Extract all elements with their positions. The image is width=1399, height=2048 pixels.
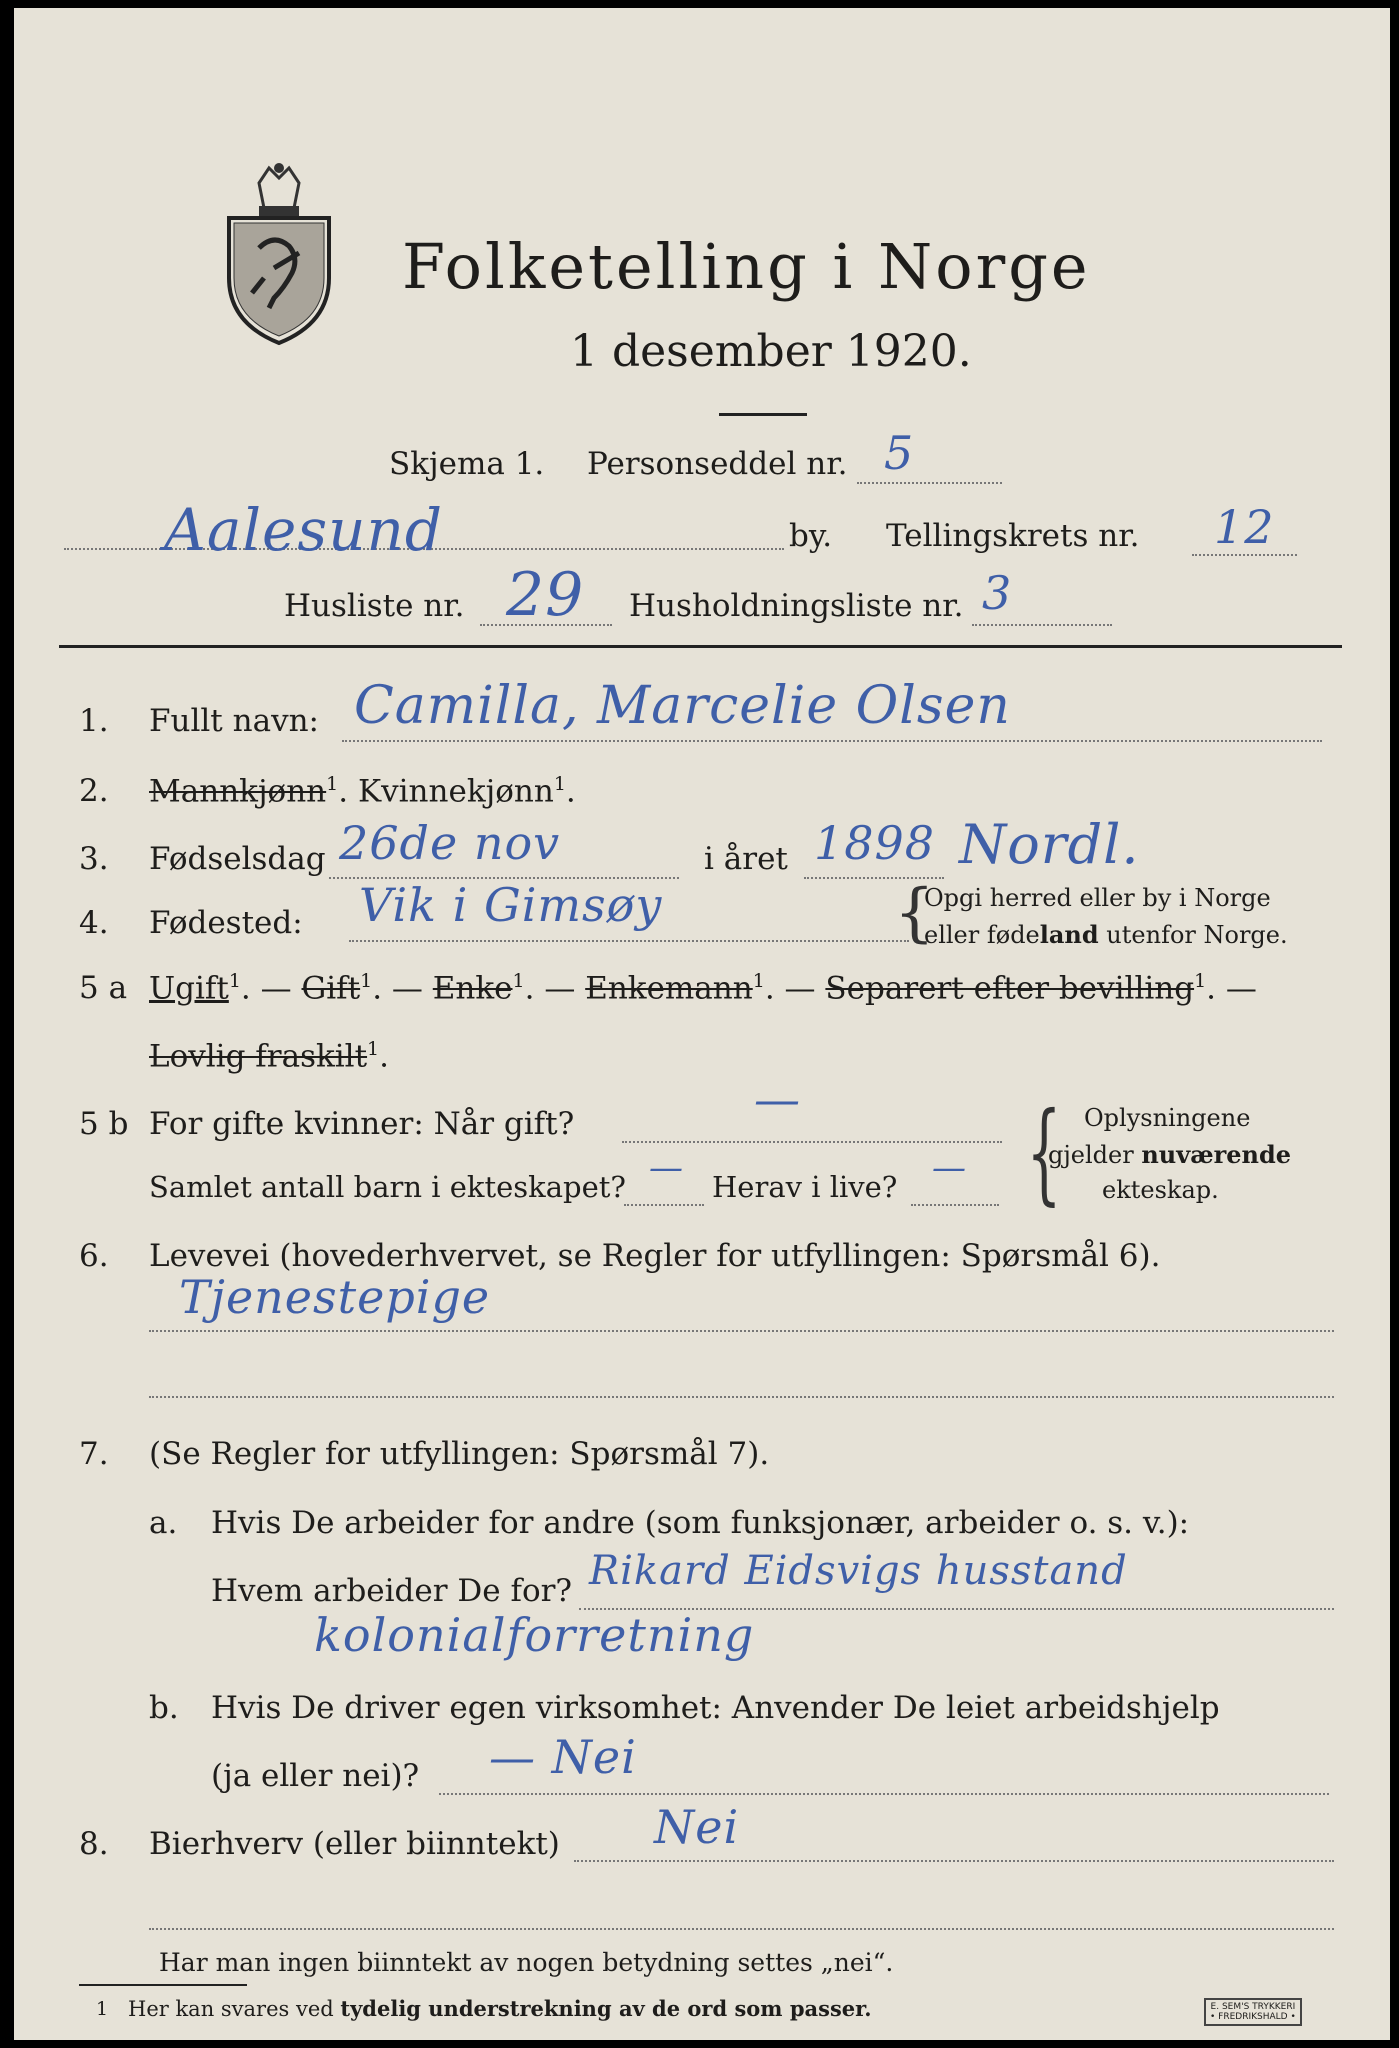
marriage-note-1: Oplysningene [1084, 1104, 1251, 1132]
option-enkemann[interactable]: Enkemann [585, 970, 753, 1007]
tellingskrets-value[interactable]: 12 [1214, 500, 1275, 554]
q7-number: 7. [79, 1436, 109, 1472]
q5b-label-2: Samlet antall barn i ekteskapet? [149, 1170, 626, 1204]
header-rule [59, 645, 1342, 648]
q5b-label-3: Herav i live? [712, 1170, 898, 1204]
husholdningsliste-label: Husholdningsliste nr. [629, 588, 964, 624]
q7b-label-2: (ja eller nei)? [211, 1758, 420, 1794]
city-value[interactable]: Aalesund [164, 496, 443, 564]
birthday-value[interactable]: 26de nov [339, 816, 561, 870]
marriage-note-3: ekteskap. [1102, 1176, 1219, 1204]
year-label: i året [704, 841, 788, 877]
option-ugift[interactable]: Ugift [149, 970, 229, 1007]
q6-number: 6. [79, 1238, 109, 1274]
husliste-label: Husliste nr. [284, 588, 465, 624]
form-title: Folketelling i Norge [402, 230, 1091, 303]
footnote-number: 1 [96, 1998, 109, 2020]
option-lovlig-fraskilt[interactable]: Lovlig fraskilt [149, 1038, 368, 1075]
marital-status-options: Ugift$^1$. — Gift$^1$. — Enke$^1$. — Enkemann$^1$. — Separert efter bevilling$^1$. — [149, 970, 1257, 1007]
personseddel-value[interactable]: 5 [884, 426, 915, 480]
side-income-value[interactable]: Nei [654, 1800, 740, 1854]
birth-note-value[interactable]: Nordl. [959, 813, 1140, 876]
birthplace-note-1: Opgi herred eller by i Norge [924, 884, 1271, 912]
children-total-value[interactable]: — [649, 1148, 684, 1188]
q7-label: (Se Regler for utfyllingen: Spørsmål 7). [149, 1436, 770, 1472]
q6-label: Levevei (hovederhvervet, se Regler for utfyllingen: Spørsmål 6). [149, 1238, 1161, 1274]
q1-number: 1. [79, 703, 109, 739]
birthplace-note-2: eller fødeland utenfor Norge. [924, 920, 1288, 949]
footnote-rule [79, 1984, 247, 1986]
birth-year-value[interactable]: 1898 [814, 816, 936, 870]
printer-stamp: E. SEM'S TRYKKERI • FREDRIKSHALD • [1204, 1998, 1302, 2026]
q7a-label-1: Hvis De arbeider for andre (som funksjonær, arbeider o. s. v.): [211, 1505, 1190, 1541]
tellingskrets-label: Tellingskrets nr. [886, 518, 1140, 554]
q5b-label-1: For gifte kvinner: Når gift? [149, 1106, 575, 1142]
q5a-number: 5 a [79, 970, 128, 1006]
option-separert[interactable]: Separert efter bevilling [825, 970, 1195, 1007]
q7a-number: a. [149, 1505, 178, 1541]
marriage-note-2: gjelder nuværende [1048, 1140, 1292, 1169]
birthplace-value[interactable]: Vik i Gimsøy [359, 878, 663, 932]
q7b-label-1: Hvis De driver egen virksomhet: Anvender De leiet arbeidshjelp [211, 1690, 1220, 1726]
by-label: by. [789, 518, 833, 554]
title-divider [719, 413, 807, 416]
q8-label: Bierhverv (eller biinntekt) [149, 1826, 560, 1862]
option-mannkjonn[interactable]: Mannkjønn [149, 773, 327, 810]
option-kvinnekjonn[interactable]: Kvinnekjønn [357, 773, 554, 810]
option-gift[interactable]: Gift [301, 970, 361, 1007]
q4-number: 4. [79, 905, 109, 941]
coat-of-arms-icon [214, 158, 344, 348]
q5b-number: 5 b [79, 1106, 129, 1142]
form-date: 1 desember 1920. [570, 326, 972, 377]
q7a-label-2: Hvem arbeider De for? [211, 1573, 573, 1609]
husholdningsliste-value[interactable]: 3 [982, 566, 1013, 620]
q8-number: 8. [79, 1826, 109, 1862]
hired-help-value[interactable]: — Nei [489, 1730, 637, 1784]
q7b-number: b. [149, 1690, 179, 1726]
married-when-value[interactable]: — [754, 1072, 801, 1126]
employer-business-value[interactable]: kolonialforretning [314, 1608, 755, 1662]
bottom-note: Har man ingen biinntekt av nogen betydning settes „nei“. [159, 1948, 894, 1977]
q3-number: 3. [79, 841, 109, 877]
q2-number: 2. [79, 773, 109, 809]
q3-label: Fødselsdag [149, 841, 326, 877]
full-name-value[interactable]: Camilla, Marcelie Olsen [354, 676, 1011, 736]
skjema-label: Skjema 1. [389, 446, 545, 482]
children-alive-value[interactable]: — [932, 1148, 967, 1188]
personseddel-label: Personseddel nr. [587, 446, 848, 482]
q4-label: Fødested: [149, 905, 303, 941]
husliste-value[interactable]: 29 [506, 560, 585, 630]
occupation-value[interactable]: Tjenestepige [179, 1270, 491, 1324]
option-enke[interactable]: Enke [432, 970, 513, 1007]
employer-value[interactable]: Rikard Eidsvigs husstand [589, 1548, 1128, 1594]
sex-options: Mannkjønn$^1$. Kvinnekjønn$^1$. [149, 773, 576, 810]
footnote-text: Her kan svares ved tydelig understrekning av de ord som passer. [128, 1996, 872, 2021]
census-form: Folketelling i Norge 1 desember 1920. Skjema 1. Personseddel nr. 5 Aalesund by. Tellingskrets nr. 12 Husliste nr. 29 Husholdningsliste nr. 3 1. Fullt navn: Camilla, Marcelie Olsen 2. Mannkjønn$^1$. Kvinnekjønn$^1$. 3. Fødselsdag 26de nov i året 1898 Nordl. 4. Fødested: Vik i Gimsøy { Opgi herred eller by i Norge eller fødeland utenfor Norge. 5 a Ugift$^1$. — Gift$^1$. — Enke$^1$. — Enkemann$^1$. — Separert efter bevilling$^1$. — Lovlig fraskilt$^1$. 5 b For gifte kvinner: Når gift? — Samlet antall barn i ekteskapet? — Herav i live? — { Oplysningene gjelder nuværende ekteskap. 6. Levevei (hovederhvervet, se Regler for utfyllingen: Spørsmål 6). Tjenestepige 7. (Se Regler for utfyllingen: Spørsmål 7). a. Hvis De arbeider for andre (som funksjonær, arbeider o. s. v.): Hvem arbeider De for? Rikard Eidsvigs husstand kolonialforretning b. Hvis De driver egen virksomhet: Anvender De leiet arbeidshjelp (ja eller nei)? — Nei 8. Bierhverv (eller biinntekt) Nei Har man ingen biinntekt av nogen betydning settes „nei“. 1 Her kan svares ved tydelig understrekning av de ord som passer. E. SEM'S TRYKKERI • FREDRIKSHALD • [14, 8, 1390, 2040]
q1-label: Fullt navn: [149, 703, 319, 739]
